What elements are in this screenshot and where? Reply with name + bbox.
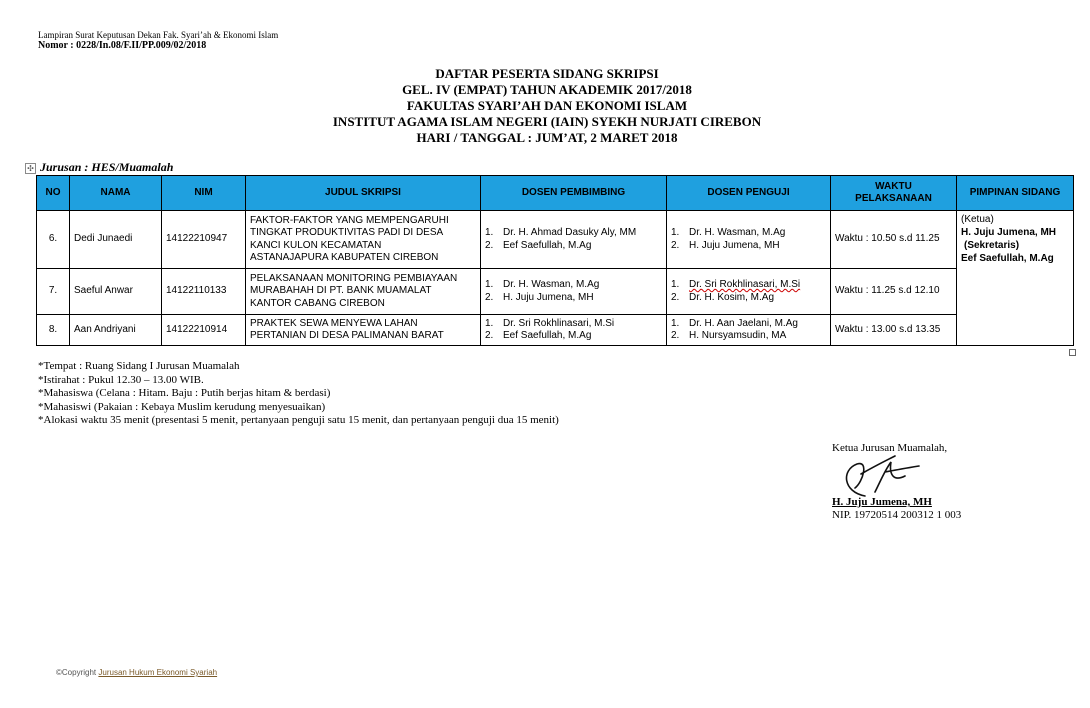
pimpinan-sidang-cell (957, 211, 1074, 346)
penguji-item (671, 318, 826, 331)
penguji-item (671, 292, 826, 305)
row-penguji (667, 315, 831, 346)
note-line: *Istirahat : Pukul 12.30 – 13.00 WIB. (38, 373, 204, 386)
lecturer-name: Dr. Sri Rokhlinasari, M.Si (689, 279, 801, 290)
penguji-item (671, 330, 826, 343)
row-waktu: Waktu : 11.25 s.d 12.10 (831, 269, 957, 315)
lecturer-name: H. Juju Jumena, MH (689, 239, 780, 251)
row-nama: Saeful Anwar (70, 269, 162, 315)
row-pembimbing (481, 211, 667, 269)
table-row (37, 211, 1074, 269)
title-line-5: HARI / TANGGAL : JUM’AT, 2 MARET 2018 (416, 130, 678, 145)
ketua-name: H. Juju Jumena, MH (961, 227, 1057, 238)
row-penguji (667, 211, 831, 269)
lecturer-name: Eef Saefullah, M.Ag (503, 239, 592, 251)
judul-line: PRAKTEK SEWA MENYEWA LAHAN (250, 317, 418, 329)
signatory-name: H. Juju Jumena, MH (832, 496, 932, 508)
copyright-text: ©Copyright (56, 668, 97, 677)
judul-line: PERTANIAN DI DESA PALIMANAN BARAT (250, 330, 444, 341)
lecturer-name: Dr. H. Wasman, M.Ag (689, 227, 786, 238)
judul-line: KANCI KULON KECAMATAN (250, 239, 382, 251)
row-waktu: Waktu : 10.50 s.d 11.25 (831, 211, 957, 269)
table-row (37, 315, 1074, 346)
item-number: 1. (671, 227, 680, 238)
lecturer-name: Dr. H. Aan Jaelani, M.Ag (689, 317, 798, 329)
penguji-item (671, 227, 826, 240)
judul-line: PELAKSANAAN MONITORING PEMBIAYAAN (250, 272, 458, 284)
lecturer-name: H. Juju Jumena, MH (503, 291, 594, 303)
pembimbing-item (485, 279, 662, 292)
judul-line: ASTANAJAPURA KABUPATEN CIREBON (250, 252, 439, 263)
row-pembimbing (481, 269, 667, 315)
lecturer-name: Dr. H. Ahmad Dasuky Aly, MM (503, 227, 637, 238)
note-line: *Alokasi waktu 35 menit (presentasi 5 menit, pertanyaan penguji satu 15 menit, dan pertanyaan penguji dua 15 menit) (38, 414, 559, 426)
note-line: *Mahasiswa (Celana : Hitam. Baju : Putih berjas hitam & berdasi) (38, 387, 331, 399)
row-judul (246, 269, 481, 315)
table-resize-handle[interactable] (1069, 349, 1076, 356)
row-nim: 14122210947 (162, 211, 246, 269)
document-title-block (0, 66, 1090, 146)
row-judul (246, 211, 481, 269)
lampiran-text: Lampiran Surat Keputusan Dekan Fak. Syari’ah & Ekonomi Islam (38, 30, 279, 40)
item-number: 1. (485, 227, 494, 238)
title-line-4: INSTITUT AGAMA ISLAM NEGERI (IAIN) SYEKH NURJATI CIREBON (332, 114, 762, 129)
header-no: NO (37, 176, 70, 211)
copyright-footer (56, 668, 217, 678)
lecturer-name: Dr. H. Wasman, M.Ag (503, 279, 600, 290)
item-number: 1. (485, 279, 494, 290)
row-penguji (667, 269, 831, 315)
row-nama: Dedi Junaedi (70, 211, 162, 269)
title-line-1: DAFTAR PESERTA SIDANG SKRIPSI (435, 66, 659, 81)
item-number: 2. (671, 330, 680, 341)
item-number: 2. (485, 330, 494, 341)
pembimbing-item (485, 318, 662, 331)
item-number: 2. (485, 239, 494, 251)
pembimbing-item (485, 292, 662, 305)
row-nama: Aan Andriyani (70, 315, 162, 346)
lecturer-name: Dr. Sri Rokhlinasari, M.Si (503, 317, 615, 329)
lecturer-name: Dr. H. Kosim, M.Ag (689, 291, 775, 303)
header-pimpinan: PIMPINAN SIDANG (957, 176, 1074, 211)
header-waktu (831, 176, 957, 211)
copyright-link[interactable]: Jurusan Hukum Ekonomi Syariah (98, 668, 218, 677)
header-nim: NIM (162, 176, 246, 211)
row-no: 6. (37, 211, 70, 269)
header-waktu-line-2: PELAKSANAAN (855, 193, 932, 204)
header-judul: JUDUL SKRIPSI (246, 176, 481, 211)
item-number: 2. (485, 291, 494, 303)
note-line: *Mahasiswi (Pakaian : Kebaya Muslim kerudung menyesuaikan) (38, 400, 326, 413)
row-no: 8. (37, 315, 70, 346)
table-header-row (37, 176, 1074, 211)
item-number: 1. (671, 279, 680, 290)
row-pembimbing (481, 315, 667, 346)
jurusan-label: Jurusan : HES/Muamalah (40, 160, 174, 174)
penguji-item (671, 279, 826, 292)
header-pembimbing: DOSEN PEMBIMBING (481, 176, 667, 211)
lecturer-name: H. Nursyamsudin, MA (689, 330, 787, 341)
peserta-table (36, 175, 1074, 346)
title-line-2: GEL. IV (EMPAT) TAHUN AKADEMIK 2017/2018 (402, 82, 692, 97)
judul-line: FAKTOR-FAKTOR YANG MEMPENGARUHI (250, 214, 449, 226)
item-number: 1. (485, 317, 494, 329)
header-penguji: DOSEN PENGUJI (667, 176, 831, 211)
row-judul (246, 315, 481, 346)
header-waktu-line-1: WAKTU (875, 181, 912, 192)
row-waktu: Waktu : 13.00 s.d 13.35 (831, 315, 957, 346)
signature-role: Ketua Jurusan Muamalah, (832, 442, 948, 454)
penguji-item (671, 240, 826, 253)
table-move-handle-icon[interactable]: ✣ (25, 163, 36, 174)
note-line: *Tempat : Ruang Sidang I Jurusan Muamalah (38, 360, 240, 372)
item-number: 1. (671, 317, 680, 329)
row-nim: 14122110133 (162, 269, 246, 315)
row-nim: 14122210914 (162, 315, 246, 346)
judul-line: TINGKAT PRODUKTIVITAS PADI DI DESA (250, 227, 444, 238)
lecturer-name: Eef Saefullah, M.Ag (503, 330, 592, 341)
table-row (37, 269, 1074, 315)
item-number: 2. (671, 239, 680, 251)
judul-line: MURABAHAH DI PT. BANK MUAMALAT (250, 285, 432, 297)
handwritten-signature (835, 452, 925, 500)
pembimbing-item (485, 240, 662, 253)
ketua-label: (Ketua) (961, 214, 994, 225)
nomor-surat: Nomor : 0228/In.08/F.II/PP.009/02/2018 (38, 40, 207, 51)
item-number: 2. (671, 291, 680, 303)
pembimbing-item (485, 330, 662, 343)
notes-block (38, 360, 559, 428)
sekretaris-label: (Sekretaris) (964, 240, 1020, 251)
header-nama: NAMA (70, 176, 162, 211)
judul-line: KANTOR CABANG CIREBON (250, 297, 385, 309)
sekretaris-name: Eef Saefullah, M.Ag (961, 253, 1054, 264)
signatory-nip: NIP. 19720514 200312 1 003 (832, 509, 962, 521)
row-no: 7. (37, 269, 70, 315)
title-line-3: FAKULTAS SYARI’AH DAN EKONOMI ISLAM (406, 98, 688, 113)
pembimbing-item (485, 227, 662, 240)
